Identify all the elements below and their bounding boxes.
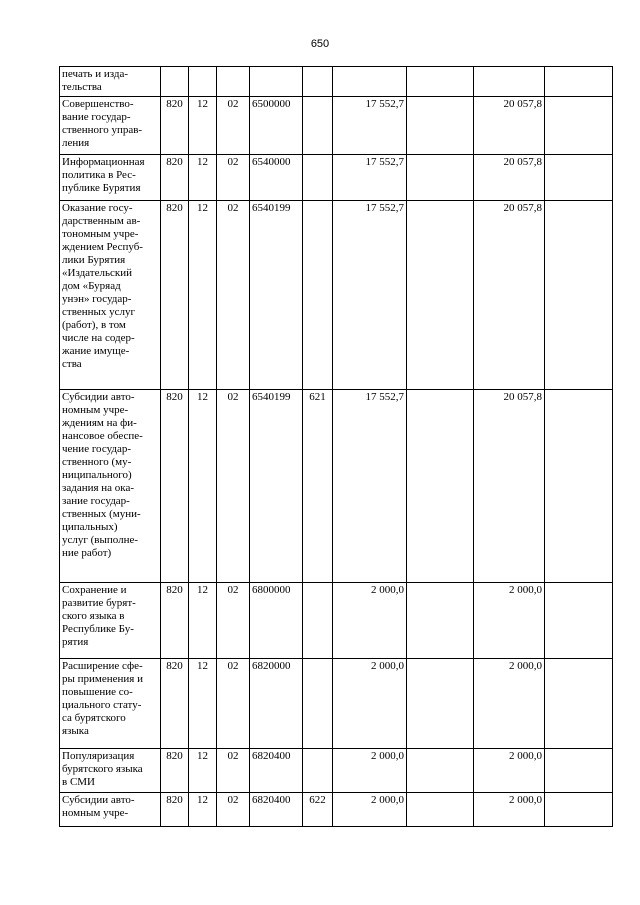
cell-target-code: 6820400	[250, 749, 303, 793]
cell-ministry-code: 820	[161, 390, 189, 583]
cell-ministry-code: 820	[161, 659, 189, 749]
cell-expense-type	[303, 67, 333, 97]
table-row	[60, 97, 613, 155]
cell-name: Популяризация бурятского языка в СМИ	[60, 749, 161, 793]
table-row	[60, 749, 613, 793]
table-row	[60, 659, 613, 749]
cell-target-code: 6820000	[250, 659, 303, 749]
cell-amount-2: 2 000,0	[474, 749, 545, 793]
cell-section-code: 12	[189, 659, 217, 749]
cell-section-code: 12	[189, 583, 217, 659]
cell-amount-1	[333, 67, 407, 97]
cell-name: Сохранение и развитие бурят- ского языка в Республике Бу- рятия	[60, 583, 161, 659]
cell-empty	[545, 793, 613, 827]
cell-amount-2: 20 057,8	[474, 390, 545, 583]
cell-name: Оказание госу- дарственным ав- тономным учре- ждением Респуб- лики Бурятия «Издательский дом «Буряад унэн» государ- ственных услуг (работ), в том числе на содер- жание имуще- ства	[60, 201, 161, 390]
cell-amount-1: 2 000,0	[333, 659, 407, 749]
table-row	[60, 793, 613, 827]
cell-target-code	[250, 67, 303, 97]
cell-expense-type	[303, 749, 333, 793]
cell-subsection-code: 02	[217, 659, 250, 749]
cell-target-code: 6820400	[250, 793, 303, 827]
cell-empty	[407, 749, 474, 793]
table-row	[60, 67, 613, 97]
cell-section-code: 12	[189, 201, 217, 390]
cell-target-code: 6500000	[250, 97, 303, 155]
cell-ministry-code: 820	[161, 155, 189, 201]
cell-target-code: 6540000	[250, 155, 303, 201]
cell-amount-1: 2 000,0	[333, 793, 407, 827]
cell-amount-2	[474, 67, 545, 97]
cell-amount-1: 2 000,0	[333, 583, 407, 659]
cell-empty	[545, 97, 613, 155]
cell-amount-1: 17 552,7	[333, 201, 407, 390]
cell-target-code: 6800000	[250, 583, 303, 659]
cell-subsection-code: 02	[217, 201, 250, 390]
cell-expense-type	[303, 97, 333, 155]
cell-expense-type	[303, 201, 333, 390]
cell-empty	[407, 390, 474, 583]
cell-empty	[407, 67, 474, 97]
cell-section-code	[189, 67, 217, 97]
cell-expense-type: 622	[303, 793, 333, 827]
cell-empty	[407, 793, 474, 827]
cell-subsection-code: 02	[217, 390, 250, 583]
cell-empty	[545, 67, 613, 97]
cell-ministry-code	[161, 67, 189, 97]
table-row	[60, 201, 613, 390]
cell-empty	[407, 583, 474, 659]
cell-empty	[545, 659, 613, 749]
cell-empty	[545, 155, 613, 201]
cell-amount-2: 2 000,0	[474, 583, 545, 659]
cell-amount-2: 20 057,8	[474, 201, 545, 390]
cell-name: Информационная политика в Рес- публике Бурятия	[60, 155, 161, 201]
cell-empty	[545, 390, 613, 583]
cell-section-code: 12	[189, 793, 217, 827]
cell-subsection-code	[217, 67, 250, 97]
cell-amount-1: 17 552,7	[333, 97, 407, 155]
cell-target-code: 6540199	[250, 390, 303, 583]
page-number: 650	[310, 38, 330, 50]
cell-empty	[407, 155, 474, 201]
cell-subsection-code: 02	[217, 583, 250, 659]
cell-empty	[545, 201, 613, 390]
cell-expense-type	[303, 583, 333, 659]
cell-name: Субсидии авто- номным учре-	[60, 793, 161, 827]
cell-empty	[407, 659, 474, 749]
cell-amount-2: 20 057,8	[474, 97, 545, 155]
cell-empty	[407, 201, 474, 390]
cell-name: Расширение сфе- ры применения и повышение со- циального стату- са бурятского языка	[60, 659, 161, 749]
cell-subsection-code: 02	[217, 97, 250, 155]
cell-name: Совершенство- вание государ- ственного управ- ления	[60, 97, 161, 155]
cell-amount-2: 2 000,0	[474, 793, 545, 827]
cell-ministry-code: 820	[161, 583, 189, 659]
cell-empty	[545, 583, 613, 659]
cell-ministry-code: 820	[161, 201, 189, 390]
cell-subsection-code: 02	[217, 749, 250, 793]
table-row	[60, 155, 613, 201]
cell-amount-1: 17 552,7	[333, 155, 407, 201]
cell-subsection-code: 02	[217, 155, 250, 201]
cell-name: печать и изда- тельства	[60, 67, 161, 97]
cell-amount-2: 20 057,8	[474, 155, 545, 201]
cell-ministry-code: 820	[161, 749, 189, 793]
cell-ministry-code: 820	[161, 793, 189, 827]
table-row	[60, 583, 613, 659]
cell-expense-type	[303, 155, 333, 201]
cell-name: Субсидии авто- номным учре- ждениям на фи- нансовое обеспе- чение государ- ственного (му- ниципального) задания на ока- зание государ- ственных (муни- ципальных) услуг (выполне- ние работ)	[60, 390, 161, 583]
budget-table	[59, 66, 613, 827]
cell-section-code: 12	[189, 390, 217, 583]
cell-section-code: 12	[189, 155, 217, 201]
table-body	[60, 67, 613, 827]
cell-subsection-code: 02	[217, 793, 250, 827]
cell-expense-type	[303, 659, 333, 749]
cell-section-code: 12	[189, 97, 217, 155]
cell-amount-2: 2 000,0	[474, 659, 545, 749]
cell-empty	[407, 97, 474, 155]
table-row	[60, 390, 613, 583]
cell-expense-type: 621	[303, 390, 333, 583]
cell-empty	[545, 749, 613, 793]
cell-section-code: 12	[189, 749, 217, 793]
cell-ministry-code: 820	[161, 97, 189, 155]
cell-amount-1: 2 000,0	[333, 749, 407, 793]
cell-target-code: 6540199	[250, 201, 303, 390]
cell-amount-1: 17 552,7	[333, 390, 407, 583]
